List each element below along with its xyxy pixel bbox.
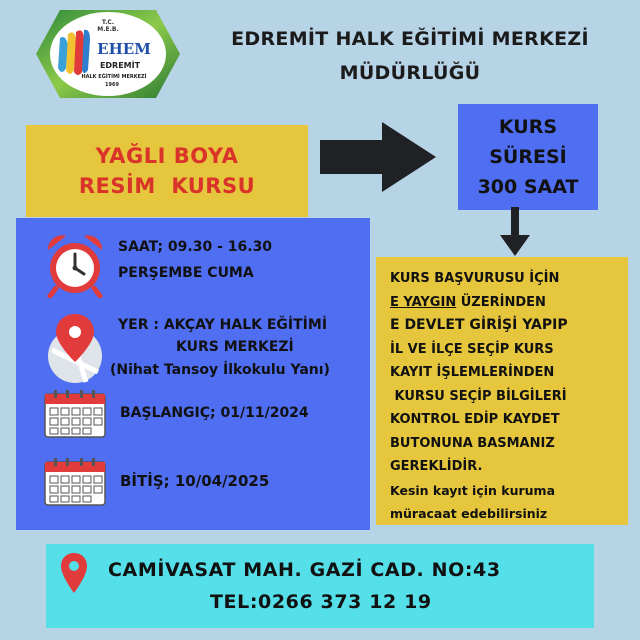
reg-line-3: E DEVLET GİRİŞİ YAPIP bbox=[390, 317, 568, 333]
arrow-down-icon bbox=[498, 207, 532, 257]
registration-info-box bbox=[376, 257, 628, 525]
reg-line-8: BUTONUNA BASMANIZ bbox=[390, 435, 555, 451]
start-date: BAŞLANGIÇ; 01/11/2024 bbox=[120, 405, 309, 421]
e-yaygin-link-text: E YAYGIN bbox=[390, 294, 457, 310]
alarm-clock-icon bbox=[44, 232, 106, 298]
title-line-1: EDREMİT HALK EĞİTİMİ MERKEZİ bbox=[231, 28, 589, 50]
reg-line-5: KAYIT İŞLEMLERİNDEN bbox=[390, 365, 555, 380]
location-pin-icon bbox=[40, 310, 110, 386]
course-name-line-1: YAĞLI BOYA bbox=[95, 144, 239, 168]
title-line-2: MÜDÜRLÜĞÜ bbox=[339, 62, 481, 84]
svg-text:EDREMİT: EDREMİT bbox=[99, 61, 141, 70]
reg-line-10: Kesin kayıt için kuruma bbox=[390, 482, 556, 498]
address-pin-icon bbox=[60, 552, 88, 594]
page-title bbox=[190, 22, 630, 90]
svg-text:EHEM: EHEM bbox=[97, 40, 151, 58]
reg-line-6: KURSU SEÇİP BİLGİLERİ bbox=[390, 388, 567, 404]
location-line-1: YER : AKÇAY HALK EĞİTİMİ bbox=[118, 317, 328, 333]
course-name-box bbox=[26, 125, 308, 217]
course-name-line-2: RESİM KURSU bbox=[78, 174, 256, 198]
address-street: CAMİVASAT MAH. GAZİ CAD. NO:43 bbox=[108, 559, 501, 581]
svg-text:1969: 1969 bbox=[105, 82, 119, 88]
schedule-time: SAAT; 09.30 - 16.30 bbox=[118, 239, 273, 255]
address-box bbox=[46, 544, 594, 628]
svg-text:M.E.B.: M.E.B. bbox=[97, 26, 119, 33]
duration-line-3: 300 SAAT bbox=[477, 176, 579, 198]
address-phone: TEL:0266 373 12 19 bbox=[210, 591, 432, 613]
location-line-2: KURS MERKEZİ bbox=[176, 339, 294, 355]
reg-line-9: GEREKLİDİR. bbox=[390, 459, 483, 474]
duration-line-2: SÜRESİ bbox=[489, 146, 567, 168]
reg-line-4: İL VE İLÇE SEÇİP KURS bbox=[390, 341, 554, 357]
logo-emblem bbox=[32, 6, 184, 102]
svg-text:T.C.: T.C. bbox=[101, 19, 115, 26]
location-line-3: (Nihat Tansoy İlkokulu Yanı) bbox=[110, 362, 330, 378]
calendar-start-icon bbox=[44, 390, 106, 438]
reg-line-7: KONTROL EDİP KAYDET bbox=[390, 412, 560, 427]
reg-line-1: KURS BAŞVURUSU İÇİN bbox=[390, 271, 560, 286]
schedule-days: PERŞEMBE CUMA bbox=[118, 265, 254, 281]
course-duration-box bbox=[458, 104, 598, 210]
calendar-end-icon bbox=[44, 458, 106, 506]
reg-line-2: E YAYGIN ÜZERİNDEN bbox=[390, 294, 546, 310]
reg-line-11: müracaat edebilirsiniz bbox=[390, 506, 548, 521]
ehem-logo bbox=[32, 6, 184, 102]
arrow-right-icon bbox=[318, 120, 438, 194]
svg-text:HALK EĞİTİMİ MERKEZİ: HALK EĞİTİMİ MERKEZİ bbox=[81, 74, 147, 80]
duration-line-1: KURS bbox=[498, 116, 558, 138]
end-date: BİTİŞ; 10/04/2025 bbox=[120, 472, 270, 490]
course-info-box bbox=[16, 218, 370, 530]
